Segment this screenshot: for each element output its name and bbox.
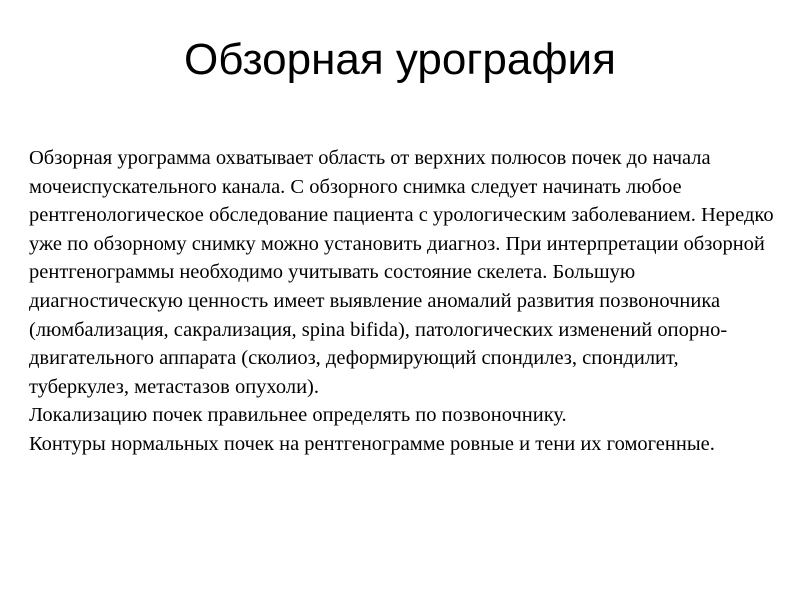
slide-body xyxy=(29,144,779,459)
slide-title: Обзорная урография xyxy=(184,35,616,84)
body-paragraph-localization: Локализацию почек правильнее определять по позвоночнику. xyxy=(29,404,567,427)
body-paragraph-contours: Контуры нормальных почек на рентгенограмме ровные и тени их гомогенные. xyxy=(29,432,715,455)
body-paragraph-description: Обзорная урограмма охватывает область от верхних полюсов почек до начала мочеиспускательного канала. С обзорного снимка следует начинать любое рентгенологическое обследование пациента с урологическим заболеванием. Нередко уже по обзорному снимку можно установить диагноз. При интерпретации обзорной рентгенограммы необходимо учитывать состояние скелета. Большую диагностическую ценность имеет выявление аномалий развития позвоночника (люмбализация, сакрализация, spina bifida), патологических изменений опорно-двигательного аппарата (сколиоз, деформирующий спондилез, спондилит, туберкулез, метастазов опухоли). xyxy=(29,147,774,398)
